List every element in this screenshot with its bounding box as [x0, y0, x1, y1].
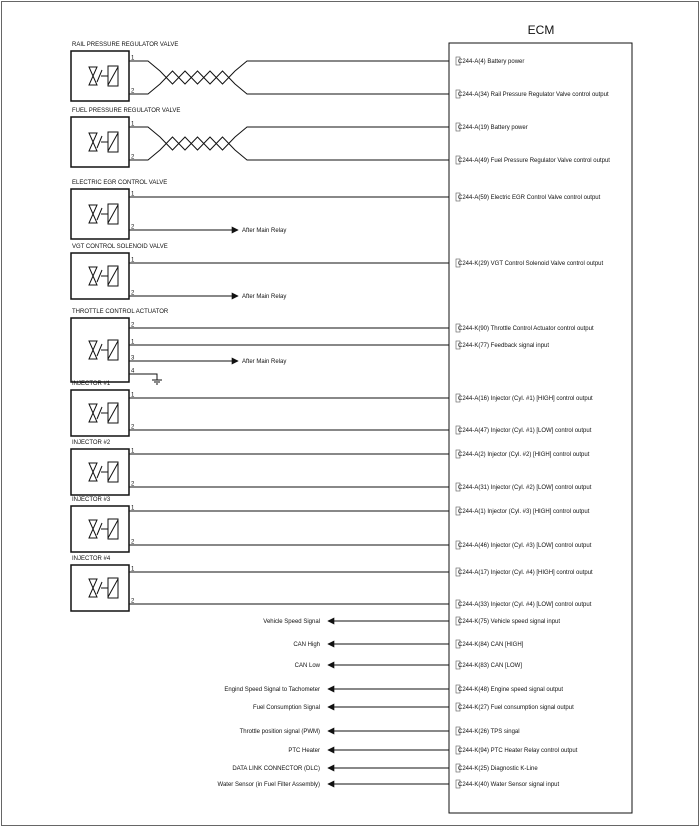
twisted-wire: [129, 127, 449, 150]
ecm-pin-label: [458, 261, 604, 267]
connector-id: C244-A: [458, 158, 479, 164]
pin-number: 3: [131, 355, 135, 362]
pin-description: (2) Injector (Cyl. #2) [HIGH] control output: [478, 452, 590, 458]
ecm-pin-label: [458, 729, 520, 735]
ecm-pin-label: [458, 326, 594, 332]
component-2: [71, 108, 610, 167]
after-main-relay-label: After Main Relay: [242, 294, 287, 300]
pin-number: 2: [131, 224, 135, 231]
ecm-pin-label: [458, 195, 601, 201]
signal-name: Fuel Consumption Signal: [252, 705, 320, 711]
signal-name: Water Sensor (in Fuel Filter Assembly): [217, 782, 320, 788]
component-title: INJECTOR #2: [72, 440, 111, 446]
connector-id: C244-A: [458, 485, 479, 491]
signal-name: DATA LINK CONNECTOR (DLC): [232, 766, 320, 772]
connector-id: C244-A: [458, 543, 479, 549]
pin-description: (25) Diagnostic K-Line: [478, 766, 538, 772]
connector-id: C244-A: [458, 396, 479, 402]
ecm-pin-label: [458, 642, 524, 648]
component-title: RAIL PRESSURE REGULATOR VALVE: [72, 42, 179, 48]
ecm-pin-label: [458, 766, 538, 772]
connector-id: C244-K: [458, 261, 479, 267]
ecm-pin-label: [458, 158, 610, 164]
ecm-pin-label: [458, 705, 574, 711]
connector-id: C244-K: [458, 748, 479, 754]
ecm-pin-label: [458, 428, 592, 434]
pin-number: 2: [131, 88, 135, 95]
twisted-wire: [129, 137, 449, 160]
signal-9: [218, 780, 560, 788]
connector-id: C244-K: [458, 619, 479, 625]
signal-name: Vehicle Speed Signal: [263, 619, 320, 625]
ecm-pin-label: [458, 59, 524, 65]
component-1: [71, 42, 609, 101]
connector-id: C244-A: [458, 195, 479, 201]
pin-number: 2: [131, 322, 135, 329]
signal-name: Throttle position signal (PWM): [239, 729, 320, 735]
pin-description: (77) Feedback signal input: [478, 343, 550, 349]
connector-id: C244-A: [458, 509, 479, 515]
ecm-pin-label: [458, 125, 528, 131]
signal-2: [293, 640, 523, 648]
pin-number: 2: [131, 598, 135, 605]
pin-number: 2: [131, 290, 135, 297]
pin-description: (17) Injector (Cyl. #4) [HIGH] control output: [478, 570, 593, 576]
component-5: [71, 309, 594, 384]
component-title: INJECTOR #3: [72, 497, 111, 503]
pin-description: (59) Electric EGR Control Valve control output: [478, 195, 601, 201]
connector-id: C244-K: [458, 642, 479, 648]
pin-number: 1: [131, 55, 135, 62]
ecm-pin-label: [458, 92, 609, 98]
pin-number: 1: [131, 566, 135, 573]
component-title: VGT CONTROL SOLENOID VALVE: [72, 244, 168, 250]
signal-name: CAN High: [293, 642, 320, 648]
pin-description: (83) CAN [LOW]: [478, 663, 523, 669]
component-4: [71, 244, 604, 300]
pin-description: (46) Injector (Cyl. #3) [LOW] control output: [478, 543, 592, 549]
pin-description: (29) VGT Control Solenoid Valve control output: [478, 261, 604, 267]
pin-description: (33) Injector (Cyl. #4) [LOW] control output: [478, 602, 592, 608]
component-title: INJECTOR #1: [72, 381, 111, 387]
connector-id: C244-K: [458, 326, 479, 332]
ecm-pin-label: [458, 748, 578, 754]
pin-number: 1: [131, 257, 135, 264]
component-3: [71, 180, 601, 239]
pin-description: (40) Water Sensor signal input: [478, 782, 560, 788]
after-main-relay-label: After Main Relay: [242, 359, 287, 365]
components-layer: [71, 42, 610, 611]
pin-description: (16) Injector (Cyl. #1) [HIGH] control output: [478, 396, 593, 402]
connector-id: C244-K: [458, 766, 479, 772]
connector-id: C244-K: [458, 729, 479, 735]
ecm-pin-label: [458, 687, 563, 693]
pin-number: 1: [131, 448, 135, 455]
ecm-title: ECM: [527, 23, 555, 37]
twisted-wire: [129, 61, 449, 84]
pin-description: (31) Injector (Cyl. #2) [LOW] control output: [478, 485, 592, 491]
pin-description: (84) CAN [HIGH]: [478, 642, 524, 648]
pin-number: 2: [131, 481, 135, 488]
pin-description: (34) Rail Pressure Regulator Valve control output: [478, 92, 609, 98]
pin-number: 2: [131, 154, 135, 161]
pin-description: (27) Fuel consumption signal output: [478, 705, 574, 711]
ecm-pin-label: [458, 663, 522, 669]
connector-id: C244-K: [458, 343, 479, 349]
signal-7: [288, 746, 577, 754]
ecm-pin-label: [458, 602, 592, 608]
pin-number: 1: [131, 505, 135, 512]
connector-id: C244-K: [458, 687, 479, 693]
connector-id: C244-K: [458, 705, 479, 711]
ecm-pin-label: [458, 782, 559, 788]
connector-id: C244-A: [458, 92, 479, 98]
signal-name: Engind Speed Signal to Tachometer: [224, 687, 320, 693]
ecm-pin-label: [458, 570, 593, 576]
pin-number: 2: [131, 539, 135, 546]
signal-name: CAN Low: [294, 663, 320, 669]
connector-id: C244-A: [458, 59, 479, 65]
pin-number: 1: [131, 121, 135, 128]
signals-layer: [218, 617, 578, 788]
pin-description: (90) Throttle Control Actuator control output: [478, 326, 594, 332]
ecm-pin-label: [458, 509, 590, 515]
ecm-pin-label: [458, 485, 592, 491]
signal-4: [224, 685, 563, 693]
component-title: INJECTOR #4: [72, 556, 111, 562]
connector-id: C244-K: [458, 782, 479, 788]
signal-5: [253, 703, 574, 711]
component-title: ELECTRIC EGR CONTROL VALVE: [72, 180, 168, 186]
connector-id: C244-A: [458, 452, 479, 458]
ground-icon: [152, 380, 162, 384]
signal-1: [263, 617, 560, 625]
pin-description: (48) Engine speed signal output: [478, 687, 564, 693]
connector-id: C244-A: [458, 570, 479, 576]
component-9: [71, 556, 593, 611]
pin-description: (94) PTC Heater Relay control output: [478, 748, 578, 754]
after-main-relay-label: After Main Relay: [242, 228, 287, 234]
ecm-pin-label: [458, 619, 560, 625]
connector-id: C244-A: [458, 602, 479, 608]
pin-number: 2: [131, 424, 135, 431]
pin-number: 1: [131, 191, 135, 198]
signal-6: [240, 727, 520, 735]
connector-id: C244-A: [458, 125, 479, 131]
component-6: [71, 381, 593, 436]
component-7: [71, 440, 592, 495]
pin-description: (47) Injector (Cyl. #1) [LOW] control output: [478, 428, 592, 434]
signal-3: [295, 661, 523, 669]
component-title: FUEL PRESSURE REGULATOR VALVE: [72, 108, 181, 114]
pin-description: (1) Injector (Cyl. #3) [HIGH] control output: [478, 509, 590, 515]
wire-to-ground: [129, 374, 157, 380]
signal-name: PTC Heater: [288, 748, 320, 754]
ecm-pin-label: [458, 452, 590, 458]
pin-description: (49) Fuel Pressure Regulator Valve control output: [478, 158, 610, 164]
pin-description: (75) Vehicle speed signal input: [478, 619, 561, 625]
pin-description: (19) Battery power: [478, 125, 528, 131]
connector-id: C244-K: [458, 663, 479, 669]
connector-id: C244-A: [458, 428, 479, 434]
signal-8: [232, 764, 538, 772]
ecm-pin-label: [458, 396, 593, 402]
twisted-wire: [129, 71, 449, 94]
ecm-pin-label: [458, 543, 592, 549]
pin-number: 1: [131, 392, 135, 399]
ecm-pin-label: [458, 343, 549, 349]
pin-number: 4: [131, 368, 135, 375]
component-8: [71, 497, 592, 552]
pin-description: (4) Battery power: [478, 59, 525, 65]
pin-description: (26) TPS singal: [478, 729, 520, 735]
component-title: THROTTLE CONTROL ACTUATOR: [72, 309, 169, 315]
pin-number: 1: [131, 339, 135, 346]
